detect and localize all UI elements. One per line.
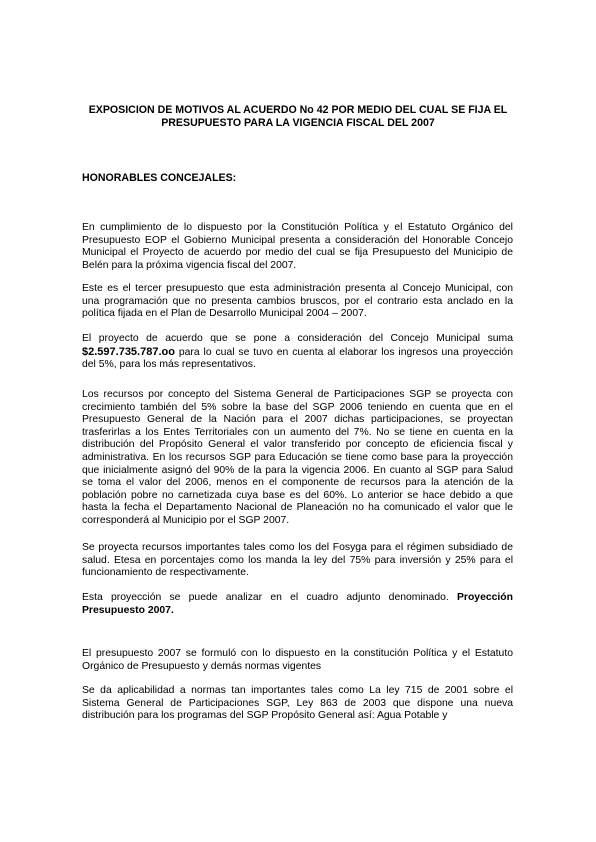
paragraph-laws: Se da aplicabilidad a normas tan importantes tales como La ley 715 de 2001 sobre el Sistema General de Participaciones SGP, Ley 863 de 2003 que dispone una nueva distribución para los programas del SGP Propósito General así: Agua Potable y [82,685,513,722]
paragraph-budget-total-after: para lo cual se tuvo en cuenta al elaborar los ingresos una proyección del 5%, para los más representativos. [82,346,513,371]
paragraph-budget-total [82,333,513,372]
paragraph-fosyga: Se proyecta recursos importantes tales como los del Fosyga para el régimen subsidiado de salud. Etesa en porcentajes como los manda la ley del 75% para inversión y 25% para el funcionamiento de respectivamente. [82,542,513,579]
document-title: EXPOSICION DE MOTIVOS AL ACUERDO No 42 POR MEDIO DEL CUAL SE FIJA EL PRESUPUESTO PARA LA VIGENCIA FISCAL DEL 2007 [88,104,508,129]
paragraph-projection-before: Esta proyección se puede analizar en el cuadro adjunto denominado. [82,592,457,603]
projection-table-name: Proyección Presupuesto 2007. [82,592,513,616]
paragraph-sgp-resources: Los recursos por concepto del Sistema General de Participaciones SGP se proyecta con crecimiento también del 5% sobre la base del SGP 2006 teniendo en cuenta que en el Presupuesto General de la Nación para el 2007 dichas participaciones, se proyectan trasferirlas a los Entes Territoriales con un aumento del 7%. No se tiene en cuenta en la distribución del Propósito General el valor transferido por concepto de eficiencia fiscal y administrativa. En los recursos SGP para Educación se tiene como base para la proyección que inicialmente asignó del 90% de la para la vigencia 2006. En cuanto al SGP para Salud se toma el valor del 2006, menos en el componente de recursos para la atención de la población pobre no carnetizada cuya base es del 60%. Lo anterior se hace debido a que hasta la fecha el Departamento Nacional de Planeación no ha comunicado el valor que le corresponderá al Municipio por el SGP 2007. [82,389,513,526]
budget-amount: $2.597.735.787.oo [82,345,175,358]
greeting-heading: HONORABLES CONCEJALES: [82,172,237,184]
paragraph-formulation: El presupuesto 2007 se formuló con lo dispuesto en la constitución Política y el Estatuto Orgánico de Presupuesto y demás normas vigentes [82,648,513,672]
paragraph-projection [82,592,513,617]
paragraph-constitution: En cumplimiento de lo dispuesto por la Constitución Política y el Estatuto Orgánico del Presupuesto EOP el Gobierno Municipal presenta a consideración del Honorable Concejo Municipal el Proyecto de acuerdo por medio del cual se fija Presupuesto del Municipio de Belén para la próxima vigencia fiscal del 2007. [82,222,513,271]
paragraph-third-budget: Este es el tercer presupuesto que esta administración presenta al Concejo Municipal, con una programación que no presenta cambios bruscos, por el contrario esta anclado en la política fijada en el Plan de Desarrollo Municipal 2004 – 2007. [82,283,513,320]
paragraph-budget-total-before: El proyecto de acuerdo que se pone a consideración del Concejo Municipal suma [82,333,513,344]
